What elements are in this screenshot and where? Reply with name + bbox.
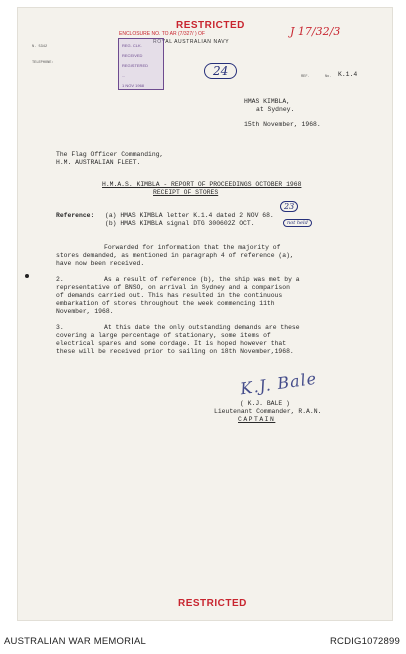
stamp-line: REG. CLK. (122, 43, 142, 48)
file-reference: J 17/32/3 (290, 25, 341, 38)
para-3-line-3: electrical spares and some cordage. It is hoped however that (56, 340, 287, 347)
para-2-line-3: of demands carried out. This has resulted in the continuous (56, 292, 283, 299)
para-3-number: 3. (56, 324, 64, 331)
ref-value: K.1.4 (338, 71, 358, 78)
para-1-line-2: stores demanded, as mentioned in paragraph 4 of reference (a), (56, 252, 294, 259)
para-3-line-1: At this date the only outstanding demands are these (104, 324, 300, 331)
signature-scrawl: K.J. Bale (239, 368, 319, 399)
form-number: N. 5342 (32, 45, 48, 49)
signatory-rank: Lieutenant Commander, R.A.N. (214, 408, 322, 415)
reference-b: (b) HMAS KIMBLA signal DTG 300602Z OCT. (105, 220, 255, 227)
subject-line-2: RECEIPT OF STORES (153, 189, 219, 196)
annotation-b: not held (283, 219, 312, 227)
footer-archive-name: AUSTRALIAN WAR MEMORIAL (4, 636, 147, 647)
ref-label: REF. (301, 75, 310, 79)
stamp-line: 1 NOV 1968 (122, 83, 145, 88)
stamp-line: REGISTERED (122, 63, 149, 68)
para-2-number: 2. (56, 276, 64, 283)
document-page (18, 8, 392, 620)
navy-heading: ROYAL AUSTRALIAN NAVY (153, 39, 230, 45)
restricted-bottom: RESTRICTED (178, 598, 247, 609)
para-3-line-2: covering a large percentage of stationary, some items of (56, 332, 271, 339)
stamp-line: RECEIVED (122, 53, 143, 58)
reference-a: (a) HMAS KIMBLA letter K.1.4 dated 2 NOV 68. (105, 212, 274, 219)
para-1-line-3: have now been received. (56, 260, 145, 267)
footer-catalogue-id: RCDIG1072899 (330, 636, 400, 647)
recipient-line-2: H.M. AUSTRALIAN FLEET. (56, 159, 141, 166)
para-2-line-1: As a result of reference (b), the ship was met by a (104, 276, 300, 283)
sender-location: at Sydney. (256, 106, 295, 113)
para-3-line-4: these will be received prior to sailing on 18th November,1968. (56, 348, 294, 355)
annotation-a: 23 (280, 201, 298, 212)
restricted-top: RESTRICTED (176, 20, 245, 31)
page-number-circle: 24 (204, 63, 237, 79)
recipient-line-1: The Flag Officer Commanding, (56, 151, 164, 158)
signatory-title: CAPTAIN (238, 416, 276, 423)
sender-ship: HMAS KIMBLA, (244, 98, 291, 105)
para-2-line-5: November, 1968. (56, 308, 114, 315)
telephone-label: TELEPHONE: (32, 61, 54, 65)
para-1-line-1: Forwarded for information that the majority of (104, 244, 281, 251)
reference-label: Reference: (56, 212, 95, 219)
enclosure-stamp: ENCLOSURE NO. TO AR (7/327/ ) OF (119, 31, 205, 37)
para-2-line-2: representative of BNSO, on arrival in Sydney and a comparison (56, 284, 290, 291)
letter-date: 15th November, 1968. (244, 121, 321, 128)
para-2-line-4: embarkation of stores throughout the week commencing 11th (56, 300, 275, 307)
stamp-line: ... (122, 73, 126, 78)
ref-no-label: No. (325, 75, 332, 79)
registry-stamp (118, 38, 164, 90)
punch-hole (25, 274, 29, 278)
signatory-name: ( K.J. BALE ) (240, 400, 290, 407)
subject-line-1: H.M.A.S. KIMBLA - REPORT OF PROCEEDINGS OCTOBER 1968 (102, 181, 302, 188)
